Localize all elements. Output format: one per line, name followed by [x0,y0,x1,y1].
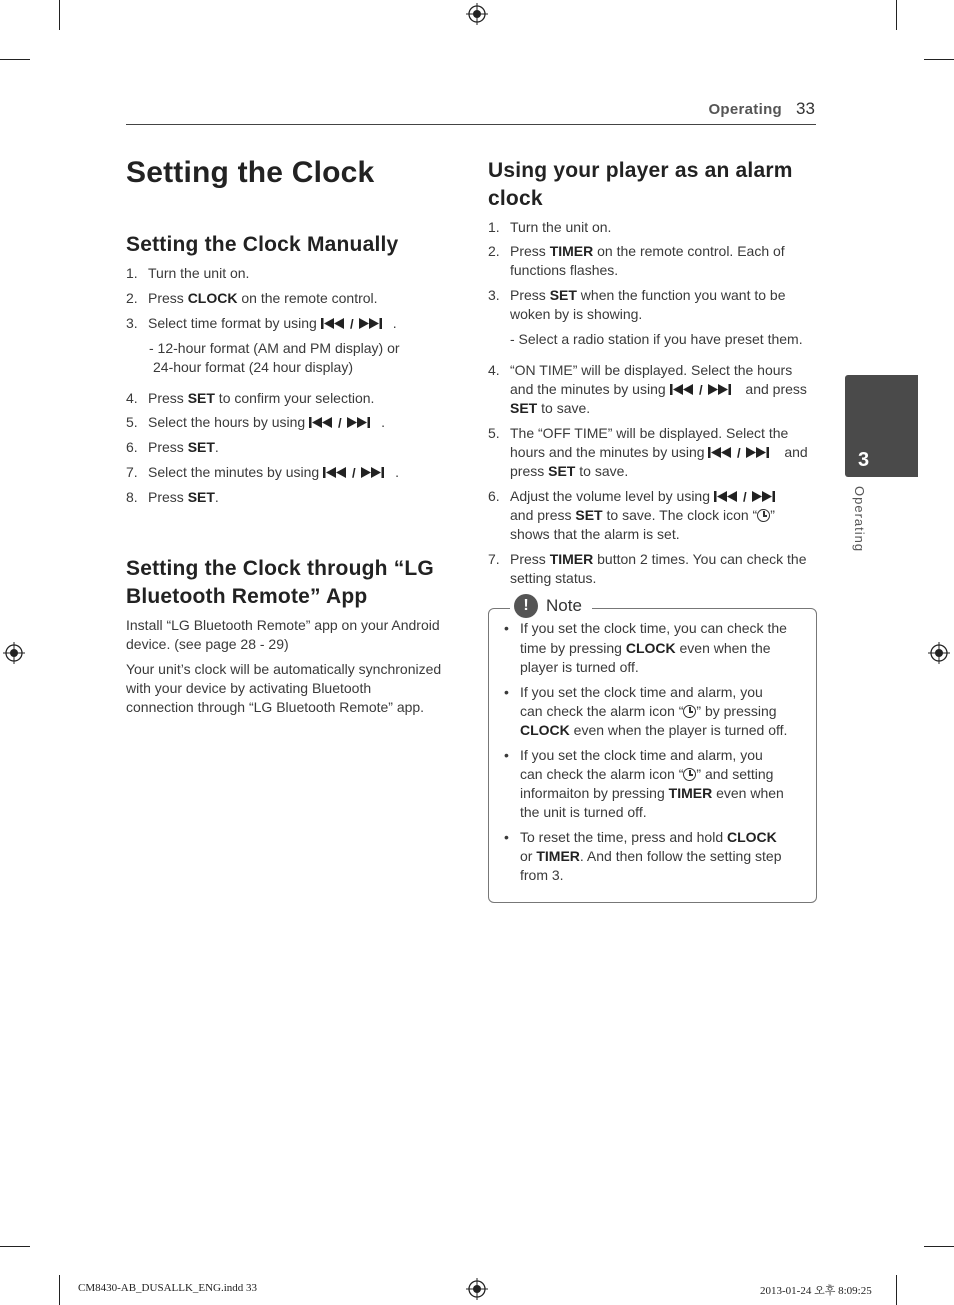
footer-date: 2013-01-24 오후 8:09:25 [760,1285,872,1297]
app-para1-l1: Install “LG Bluetooth Remote” app on your Android [126,617,440,633]
note-b2-l2: can check the alarm icon “ ” by pressing [520,703,777,719]
note-b1-l1: If you set the clock time, you can check the [520,620,787,636]
manual-step: 2. Press CLOCK on the remote control. [126,290,378,306]
note-title: Note [546,596,582,615]
svg-text:/: / [349,317,354,330]
alarm-step-3-note: - Select a radio station if you have preset them. [510,331,803,347]
alarm-step-7-cont: setting status. [510,570,597,586]
note-bullet-1: • [504,620,509,636]
alarm-step-4-cont2: SET to save. [510,400,591,416]
chapter-number: 3 [858,449,870,471]
registration-mark-right [928,642,950,664]
svg-text:/: / [698,383,703,396]
alarm-step-6: 6. Adjust the volume level by using / [488,487,786,506]
page-title: Setting the Clock [126,156,375,189]
format-note-line-2: 24-hour format (24 hour display) [153,359,353,375]
note-header [510,594,592,618]
alarm-step-5-cont2: press SET to save. [510,463,629,479]
registration-mark-top [466,3,488,25]
app-para2-l3: connection through “LG Bluetooth Remote” app. [126,699,425,715]
app-para2-l1: Your unit’s clock will be automatically synchronized [126,661,442,677]
alarm-step-6-cont2: shows that the alarm is set. [510,526,680,542]
manual-step: 4. Press SET to confirm your selection. [126,390,375,406]
app-para1-l2: device. (see page 28 - 29) [126,636,289,652]
registration-mark-bottom [466,1278,488,1300]
skip-prev-next-icon [714,488,786,504]
header-rule [126,124,816,125]
note-b3-l4: the unit is turned off. [520,804,647,820]
note-b3-l1: If you set the clock time and alarm, you [520,747,763,763]
note-bullet-2: • [504,684,509,700]
registration-mark-left [3,642,25,664]
note-bullet-4: • [504,829,509,845]
chapter-tab [845,375,918,477]
manual-step: 7. Select the minutes by using / . [126,464,399,480]
alarm-step-5: 5. The “OFF TIME” will be displayed. Select the [488,425,789,441]
clock-icon [757,509,770,522]
skip-prev-next-icon [309,414,381,430]
alarm-step-3-cont: woken by is showing. [510,306,643,322]
note-b3-l3: informaiton by pressing TIMER even when [520,785,784,801]
skip-prev-next-icon [670,381,742,397]
skip-prev-next-icon [708,444,780,460]
manual-step: 5. Select the hours by using / . [126,414,385,430]
note-b2-l1: If you set the clock time and alarm, you [520,684,763,700]
note-b4-l1: To reset the time, press and hold CLOCK [520,829,777,845]
section-heading-app-2: Bluetooth Remote” App [126,585,368,608]
manual-step: 6. Press SET. [126,439,219,455]
section-heading-alarm-1: Using your player as an alarm [488,159,793,182]
page-number: 33 [796,99,815,118]
alarm-step-4-cont: and the minutes by using / and press [510,381,807,397]
note-b1-l3: player is turned off. [520,659,639,675]
manual-step: 8. Press SET. [126,489,219,505]
clock-icon [683,705,696,718]
alarm-step-4: 4. “ON TIME” will be displayed. Select the hours [488,362,793,378]
format-note-line-1: - 12-hour format (AM and PM display) or [149,340,400,356]
note-b4-l3: from 3. [520,867,564,883]
alarm-step-7: 7. Press TIMER button 2 times. You can check the [488,551,807,567]
skip-prev-next-icon [321,315,393,331]
alarm-step-2: 2. Press TIMER on the remote control. Each of [488,243,785,259]
skip-prev-next-icon [323,464,395,480]
svg-text:/: / [338,416,342,429]
section-heading-app-1: Setting the Clock through “LG [126,557,434,580]
note-b2-l3: CLOCK even when the player is turned off. [520,722,788,738]
manual-step: 1. Turn the unit on. [126,265,250,281]
header-section-name: Operating [708,101,782,118]
svg-text:/: / [352,466,356,479]
note-b4-l2: or TIMER. And then follow the setting step [520,848,782,864]
alarm-step-1: 1. Turn the unit on. [488,219,612,235]
footer-file: CM8430-AB_DUSALLK_ENG.indd 33 [78,1282,258,1294]
section-heading-manual: Setting the Clock Manually [126,233,399,256]
note-bullet-3: • [504,747,509,763]
clock-icon [683,768,696,781]
alarm-step-5-cont: hours and the minutes by using / and [510,444,808,460]
note-b1-l2: time by pressing CLOCK even when the [520,640,771,656]
note-b3-l2: can check the alarm icon “ ” and setting [520,766,774,782]
svg-text:/: / [737,446,742,459]
alarm-step-3: 3. Press SET when the function you want to be [488,287,786,303]
section-heading-alarm-2: clock [488,187,543,210]
alarm-step-6-cont: and press SET to save. The clock icon “ ” [510,507,775,523]
manual-step: 3. Select time format by using / . [126,315,397,331]
app-para2-l2: with your device by activating Bluetooth [126,680,372,696]
svg-text:/: / [742,490,747,503]
exclamation-icon: ! [514,594,538,618]
alarm-step-2-cont: functions flashes. [510,262,619,278]
chapter-label: Operating [852,486,867,553]
